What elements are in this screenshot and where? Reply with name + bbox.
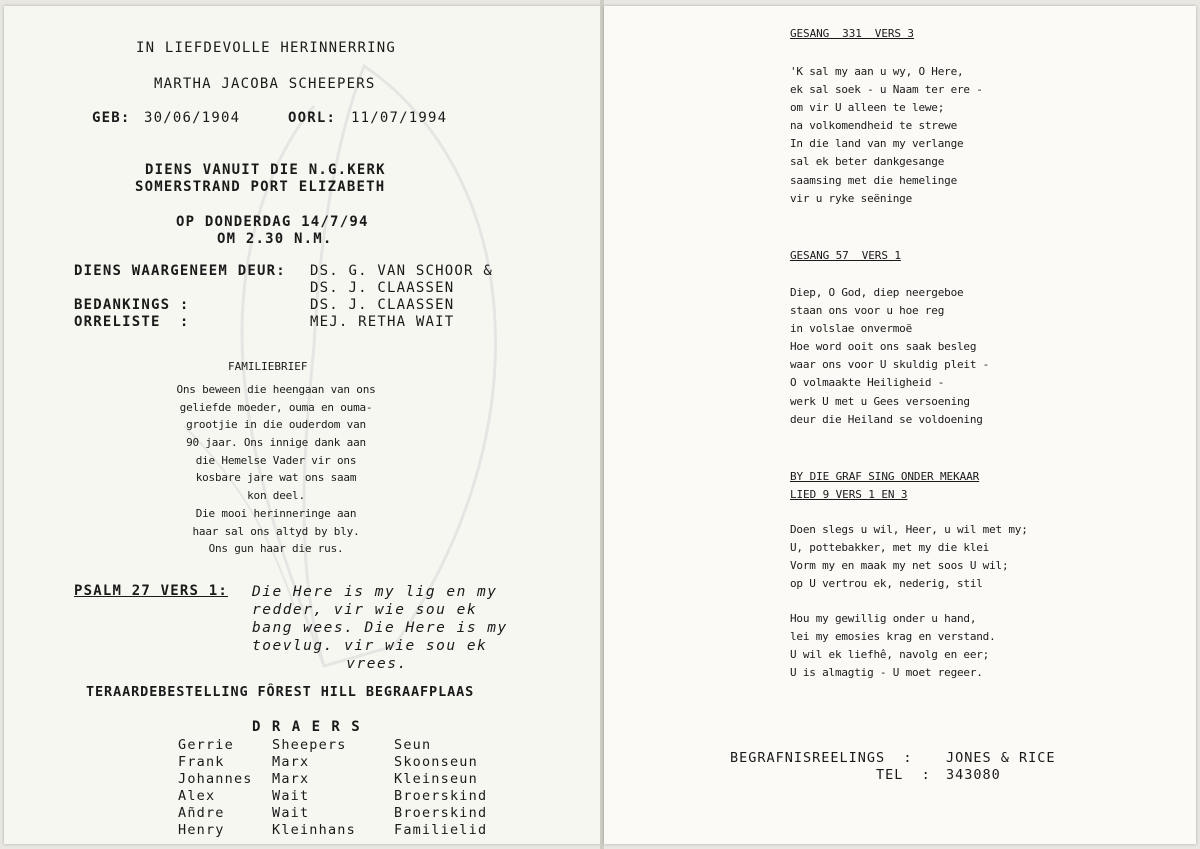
pallbearers-title: D R A E R S [252,719,362,735]
pallbearer-last: Wait [272,788,310,804]
burial-line: TERAARDEBESTELLING FÔREST HILL BEGRAAFPLAAS [86,684,475,700]
born-date: 30/06/1904 [144,110,241,126]
tel-number: 343080 [946,767,1001,783]
hymn3-line: op U vertrou ek, nederig, stil [790,577,983,591]
family-letter-line: die Hemelse Vader vir ons [195,453,357,467]
family-letter-line: geliefde moeder, ouma en ouma- [179,400,373,414]
pallbearer-last: Kleinhans [272,822,356,838]
officiant-value: MEJ. RETHA WAIT [310,314,455,330]
officiant-label: BEDANKINGS : [74,297,190,313]
left-page [4,6,601,844]
pallbearer-last: Wait [272,805,310,821]
died-date: 11/07/1994 [351,110,448,126]
psalm-line: vrees. [346,656,408,672]
pallbearer-first: Añdre [178,805,225,821]
pallbearer-last: Marx [272,771,310,787]
family-letter-line: Die mooi herinneringe aan [195,506,357,520]
hymn3-stanza-2 [790,610,996,682]
pallbearer-first: Henry [178,822,225,838]
pallbearer-relation: Kleinseun [394,771,478,787]
pallbearer-last: Marx [272,754,310,770]
officiant-value: DS. G. VAN SCHOOR & [310,263,493,279]
hymn2-line: Diep, O God, diep neergeboe [790,286,964,299]
hymn2-line: deur die Heiland se voldoening [790,412,983,426]
hymn3-line: U is almagtig - U moet regeer. [790,666,983,680]
pallbearer-relation: Broerskind [394,805,488,821]
officiant-value: DS. J. CLAASSEN [310,297,455,313]
hymn2-line: in volslae onvermoë [790,322,913,336]
hymn2-line: Hoe word ooit ons saak besleg [790,340,977,354]
right-page [604,6,1196,844]
psalm-line: bang wees. Die Here is my [252,620,508,636]
born-label: GEB: [92,110,131,126]
pallbearer-row [178,822,524,839]
pallbearer-row [178,788,524,805]
deceased-name: MARTHA JACOBA SCHEEPERS [154,76,376,92]
pallbearer-relation: Familielid [394,822,488,838]
pallbearers-list [178,737,524,839]
officiant-value: DS. J. CLAASSEN [310,280,455,296]
family-letter-line: kon deel. [247,489,305,503]
pallbearer-first: Gerrie [178,737,234,753]
pallbearer-relation: Seun [394,737,432,753]
hymn2-line: waar ons voor U skuldig pleit - [790,358,990,372]
family-letter-line: haar sal ons altyd by bly. [192,524,360,538]
hymn1-text [790,63,983,208]
pallbearer-row [178,805,524,822]
hymn1-line: In die land van my verlange [790,137,964,151]
hymn3-line: Hou my gewillig onder u hand, [790,612,977,625]
service-line-1: DIENS VANUIT DIE N.G.KERK [145,162,386,178]
service-date: OP DONDERDAG 14/7/94 [176,214,369,230]
family-letter-title: FAMILIEBRIEF [228,360,308,373]
pallbearer-last: Sheepers [272,737,347,753]
hymn2-text [790,284,989,429]
pallbearer-first: Alex [178,788,216,804]
family-letter-line: grootjie in die ouderdom van [186,418,366,432]
pallbearer-row [178,771,524,788]
pallbearer-relation: Skoonseun [394,754,478,770]
family-letter-line: Ons beween die heengaan van ons [176,383,376,396]
family-letter-line: Ons gun haar die rus. [208,542,344,556]
hymn3-line: lei my emosies krag en verstand. [790,630,996,644]
pallbearer-first: Frank [178,754,225,770]
family-letter-line: 90 jaar. Ons innige dank aan [186,436,366,450]
hymn2-line: werk U met u Gees versoening [790,394,970,408]
psalm-text [252,584,522,674]
psalm-line: toevlug. vir wie sou ek [252,638,488,654]
officiant-label: ORRELISTE : [74,314,190,330]
undertaker-name: JONES & RICE [946,750,1056,766]
died-label: OORL: [288,110,337,126]
family-letter-line: kosbare jare wat ons saam [195,471,357,485]
family-letter [156,381,396,558]
hymn3-title-1: BY DIE GRAF SING ONDER MEKAAR [790,470,980,483]
hymn3-line: Doen slegs u wil, Heer, u wil met my; [790,523,1028,536]
hymn3-line: U, pottebakker, met my die klei [790,541,990,555]
psalm-line: Die Here is my lig en my [252,584,498,600]
hymn2-line: staan ons voor u hoe reg [790,304,945,318]
pallbearer-row [178,737,524,754]
psalm-line: redder, vir wie sou ek [252,602,478,618]
service-time: OM 2.30 N.M. [217,231,333,247]
hymn3-line: Vorm my en maak my net soos U wil; [790,559,1009,573]
memorial-heading: IN LIEFDEVOLLE HERINNERRING [136,40,396,56]
hymn2-title: GESANG 57 VERS 1 [790,249,901,262]
hymn1-line: om vir U alleen te lewe; [790,101,945,115]
hymn1-line: na volkomendheid te strewe [790,119,957,133]
pallbearer-relation: Broerskind [394,788,488,804]
hymn3-line: U wil ek liefhê, navolg en eer; [790,648,990,662]
hymn3-stanza-1 [790,521,1028,593]
hymn1-line: ek sal soek - u Naam ter ere - [790,83,983,97]
hymn1-line: vir u ryke seëninge [790,191,913,205]
tel-label: TEL : [876,767,931,783]
pallbearer-first: Johannes [178,771,253,787]
hymn1-line: sal ek beter dankgesange [790,155,945,169]
pallbearer-row [178,754,524,771]
undertaker-label: BEGRAFNISREELINGS : [730,750,913,766]
hymn3-title-2: LIED 9 VERS 1 EN 3 [790,488,908,501]
hymn1-line: saamsing met die hemelinge [790,173,957,187]
officiant-label: DIENS WAARGENEEM DEUR: [74,263,286,279]
hymn1-title: GESANG 331 VERS 3 [790,27,914,40]
hymn1-line: 'K sal my aan u wy, O Here, [790,65,964,78]
hymn2-line: O volmaakte Heiligheid - [790,376,945,390]
psalm-label: PSALM 27 VERS 1: [74,583,229,599]
service-line-2: SOMERSTRAND PORT ELIZABETH [135,179,386,195]
